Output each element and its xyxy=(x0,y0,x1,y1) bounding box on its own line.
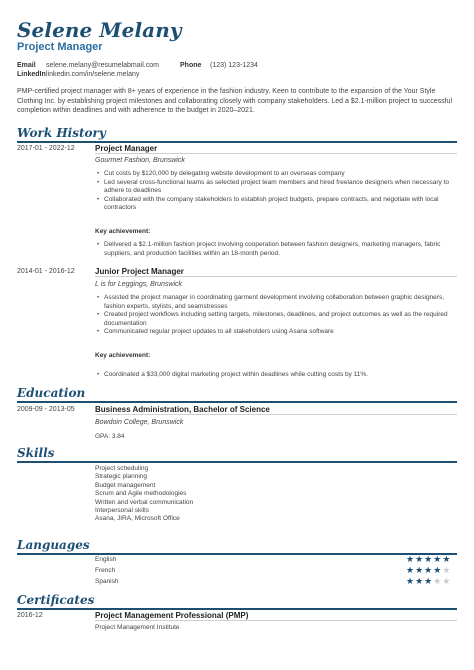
section-rule xyxy=(17,608,457,610)
job-dates: 2017-01 - 2022-12 xyxy=(17,145,75,152)
job-bullets xyxy=(95,170,457,213)
section-title: Skills xyxy=(17,446,55,460)
list-item: • Communicated regular project updates to all stakeholders using Asana software xyxy=(104,328,457,337)
key-achievement-label: Key achievement: xyxy=(95,228,151,235)
section-rule xyxy=(17,553,457,555)
list-item: • Created project workflows including setting targets, milestones, deadlines, and project outcomes as well as the required documentation xyxy=(104,311,457,328)
star-filled-icon: ★ xyxy=(415,554,424,564)
star-filled-icon: ★ xyxy=(442,554,451,564)
star-filled-icon: ★ xyxy=(433,565,442,575)
education-gpa: GPA: 3.84 xyxy=(95,433,125,440)
certificate-date: 2016-12 xyxy=(17,612,43,619)
candidate-name: Selene Melany xyxy=(17,18,182,42)
job-bullets xyxy=(95,294,457,337)
job-title: Junior Project Manager xyxy=(95,267,184,276)
education-degree: Business Administration, Bachelor of Science xyxy=(95,405,270,414)
list-item: • Led several cross-functional teams as selected project team members and hired freelance designers when necessary to adhere to deadlines xyxy=(104,179,457,196)
job-company: Gourmet Fashion, Brunswick xyxy=(95,157,185,164)
job-company: L is for Leggings, Brunswick xyxy=(95,281,183,288)
education-dates: 2009-09 - 2013-05 xyxy=(17,406,75,413)
key-achievement-list xyxy=(95,371,457,380)
email-label: Email xyxy=(17,62,36,69)
profile-summary: PMP-certified project manager with 8+ years of experience in the fashion industry. Keen to contribute to the expansion of the Your Style Clothing Inc. by establishing project milestones and collaborating closely with company stakeholders. Led a $2.1-million project to successful completion within deadlines and with adherence to the budget in 2020–2021. xyxy=(17,88,453,114)
divider xyxy=(95,620,457,621)
contact-linkedin xyxy=(17,70,139,79)
star-filled-icon: ★ xyxy=(415,576,424,586)
divider xyxy=(95,414,457,415)
list-item: • Collaborated with the company stakeholders to establish project budgets, prepare contracts, and negotiate with local contractors xyxy=(104,196,457,213)
certificate-issuer: Project Management Institute xyxy=(95,624,180,631)
divider xyxy=(95,276,457,277)
list-item: • Delivered a $2.1-million fashion project involving cooperation between fashion designers, marketing managers, fabric suppliers, and production facilities within an 18-month period. xyxy=(104,241,457,258)
section-rule xyxy=(17,141,457,143)
section-work-history xyxy=(17,126,457,143)
star-filled-icon: ★ xyxy=(424,554,433,564)
language-rating xyxy=(406,555,450,564)
language-name: Spanish xyxy=(95,578,119,585)
key-achievement-label: Key achievement: xyxy=(95,352,151,359)
education-school: Bowdoin College, Brunswick xyxy=(95,419,184,426)
language-rating xyxy=(406,566,450,575)
language-name: French xyxy=(95,567,116,574)
star-filled-icon: ★ xyxy=(424,565,433,575)
list-item: Asana, JIRA, Microsoft Office xyxy=(95,515,180,523)
star-filled-icon: ★ xyxy=(424,576,433,586)
list-item: Strategic planning xyxy=(95,473,148,481)
email-value[interactable]: selene.melany@resumelabmail.com xyxy=(46,62,159,69)
section-skills xyxy=(17,446,457,463)
phone-label: Phone xyxy=(180,62,202,69)
divider xyxy=(95,153,457,154)
star-empty-icon: ★ xyxy=(433,576,442,586)
list-item: • Coordinated a $33,000 digital marketing project within deadlines while cutting costs by 11%. xyxy=(104,371,457,380)
section-title: Work History xyxy=(17,126,106,140)
section-title: Education xyxy=(17,386,86,400)
linkedin-label: LinkedIn xyxy=(17,71,46,78)
list-item: • Cut costs by $120,000 by delegating website development to an overseas company xyxy=(104,170,457,179)
phone-value[interactable]: (123) 123-1234 xyxy=(210,62,258,69)
star-filled-icon: ★ xyxy=(406,554,415,564)
language-rating xyxy=(406,577,450,586)
language-name: English xyxy=(95,556,117,563)
job-title: Project Manager xyxy=(95,144,158,153)
contact-phone xyxy=(180,61,258,70)
star-filled-icon: ★ xyxy=(406,576,415,586)
certificate-name: Project Management Professional (PMP) xyxy=(95,611,249,620)
section-certificates xyxy=(17,593,457,610)
list-item: Project scheduling xyxy=(95,465,149,472)
section-title: Certificates xyxy=(17,593,95,607)
star-filled-icon: ★ xyxy=(415,565,424,575)
job-dates: 2014-01 - 2016-12 xyxy=(17,268,75,275)
skills-list xyxy=(95,465,193,524)
star-filled-icon: ★ xyxy=(433,554,442,564)
list-item: • Assisted the project manager in coordinating garment development involving collaboration between graphic designers, fashion experts, stylists, and seamstresses xyxy=(104,294,457,311)
section-title: Languages xyxy=(17,538,90,552)
list-item: Written and verbal communication xyxy=(95,498,194,506)
star-empty-icon: ★ xyxy=(442,576,451,586)
key-achievement-list xyxy=(95,241,457,258)
candidate-title: Project Manager xyxy=(17,41,103,53)
list-item: Budget management xyxy=(95,481,156,489)
section-languages xyxy=(17,538,457,555)
list-item: Scrum and Agile methodologies xyxy=(95,490,187,498)
list-item: Interpersonal skills xyxy=(95,507,149,515)
linkedin-value[interactable]: linkedin.com/in/selene.melany xyxy=(46,71,140,78)
section-rule xyxy=(17,401,457,403)
star-empty-icon: ★ xyxy=(442,565,451,575)
contact-email xyxy=(17,61,159,70)
section-education xyxy=(17,386,457,403)
section-rule xyxy=(17,461,457,463)
star-filled-icon: ★ xyxy=(406,565,415,575)
